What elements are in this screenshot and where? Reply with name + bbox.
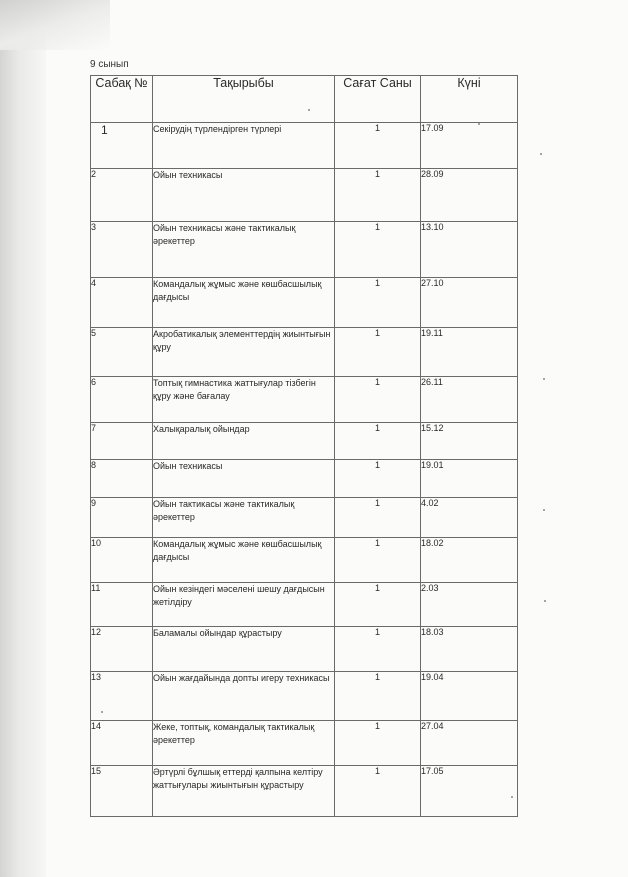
header-date: Күні bbox=[421, 76, 518, 123]
row-topic: Командалық жұмыс және көшбасшылық дағдысы bbox=[153, 278, 335, 328]
table-row bbox=[91, 123, 518, 169]
scan-speck bbox=[543, 378, 545, 380]
row-topic: Жеке, топтық, командалық тактикалық әрекеттер bbox=[153, 721, 335, 766]
row-hours: 1 bbox=[335, 460, 421, 498]
row-date: 19.01 bbox=[421, 460, 518, 498]
scan-speck bbox=[540, 153, 542, 155]
row-topic: Топтық гимнастика жаттығулар тізбегін құру және бағалау bbox=[153, 377, 335, 423]
table-row bbox=[91, 672, 518, 721]
row-hours: 1 bbox=[335, 423, 421, 460]
scan-speck bbox=[308, 109, 310, 111]
row-number: 4 bbox=[91, 278, 153, 328]
row-date: 27.04 bbox=[421, 721, 518, 766]
row-hours: 1 bbox=[335, 328, 421, 377]
table-row bbox=[91, 766, 518, 817]
table-row bbox=[91, 721, 518, 766]
row-topic: Ойын тактикасы және тактикалық әрекеттер bbox=[153, 498, 335, 538]
row-number: 7 bbox=[91, 423, 153, 460]
row-date: 13.10 bbox=[421, 222, 518, 278]
row-number: 12 bbox=[91, 627, 153, 672]
row-number: 9 bbox=[91, 498, 153, 538]
row-topic: Баламалы ойындар құрастыру bbox=[153, 627, 335, 672]
row-topic: Халықаралық ойындар bbox=[153, 423, 335, 460]
header-topic: Тақырыбы bbox=[153, 76, 335, 123]
row-hours: 1 bbox=[335, 222, 421, 278]
row-date: 17.09 bbox=[421, 123, 518, 169]
table-row bbox=[91, 627, 518, 672]
table-row bbox=[91, 328, 518, 377]
row-date: 18.02 bbox=[421, 538, 518, 583]
row-number: 6 bbox=[91, 377, 153, 423]
row-hours: 1 bbox=[335, 278, 421, 328]
row-hours: 1 bbox=[335, 498, 421, 538]
row-date: 4.02 bbox=[421, 498, 518, 538]
scan-speck bbox=[544, 600, 546, 602]
row-hours: 1 bbox=[335, 377, 421, 423]
table-row bbox=[91, 377, 518, 423]
row-date: 15.12 bbox=[421, 423, 518, 460]
row-hours: 1 bbox=[335, 169, 421, 222]
scan-speck bbox=[478, 123, 480, 125]
table-row bbox=[91, 538, 518, 583]
row-topic: Секірудің түрлендірген түрлері bbox=[153, 123, 335, 169]
scan-speck bbox=[511, 796, 513, 798]
row-number: 8 bbox=[91, 460, 153, 498]
table-row bbox=[91, 169, 518, 222]
table-row bbox=[91, 460, 518, 498]
scan-speck bbox=[543, 509, 545, 511]
row-hours: 1 bbox=[335, 721, 421, 766]
row-number: 5 bbox=[91, 328, 153, 377]
table-row bbox=[91, 423, 518, 460]
row-hours: 1 bbox=[335, 766, 421, 817]
row-topic: Ойын кезіндегі мәселені шешу дағдысын жетілдіру bbox=[153, 583, 335, 627]
row-hours: 1 bbox=[335, 627, 421, 672]
row-number: 11 bbox=[91, 583, 153, 627]
table-row bbox=[91, 498, 518, 538]
row-date: 18.03 bbox=[421, 627, 518, 672]
row-number: 14 bbox=[91, 721, 153, 766]
table-row bbox=[91, 222, 518, 278]
row-topic: Әртүрлі бұлшық еттерді қалпына келтіру жаттығулары жиынтығын құрастыру bbox=[153, 766, 335, 817]
row-number: 13 bbox=[91, 672, 153, 721]
grade-label: 9 сынып bbox=[90, 59, 129, 70]
row-date: 19.04 bbox=[421, 672, 518, 721]
row-number: 1 bbox=[91, 123, 153, 169]
row-topic: Ойын жағдайында допты игеру техникасы bbox=[153, 672, 335, 721]
row-date: 26.11 bbox=[421, 377, 518, 423]
scan-corner-shadow bbox=[0, 0, 110, 50]
row-topic: Ойын техникасы bbox=[153, 169, 335, 222]
header-hours: Сағат Саны bbox=[335, 76, 421, 123]
row-date: 17.05 bbox=[421, 766, 518, 817]
header-lesson-no: Сабақ № bbox=[91, 76, 153, 123]
table-row bbox=[91, 583, 518, 627]
row-number: 2 bbox=[91, 169, 153, 222]
row-date: 2.03 bbox=[421, 583, 518, 627]
table-header-row bbox=[91, 76, 518, 123]
row-hours: 1 bbox=[335, 538, 421, 583]
row-topic: Командалық жұмыс және көшбасшылық дағдысы bbox=[153, 538, 335, 583]
row-hours: 1 bbox=[335, 123, 421, 169]
row-date: 19.11 bbox=[421, 328, 518, 377]
row-number: 10 bbox=[91, 538, 153, 583]
lesson-plan-table bbox=[90, 75, 518, 817]
row-topic: Акробатикалық элементтердің жиынтығын құру bbox=[153, 328, 335, 377]
row-number: 3 bbox=[91, 222, 153, 278]
row-hours: 1 bbox=[335, 672, 421, 721]
row-hours: 1 bbox=[335, 583, 421, 627]
scan-speck bbox=[101, 711, 103, 713]
row-number: 15 bbox=[91, 766, 153, 817]
scan-edge-shadow bbox=[0, 0, 46, 877]
row-topic: Ойын техникасы bbox=[153, 460, 335, 498]
row-date: 27.10 bbox=[421, 278, 518, 328]
row-topic: Ойын техникасы және тактикалық әрекеттер bbox=[153, 222, 335, 278]
row-date: 28.09 bbox=[421, 169, 518, 222]
table-row bbox=[91, 278, 518, 328]
